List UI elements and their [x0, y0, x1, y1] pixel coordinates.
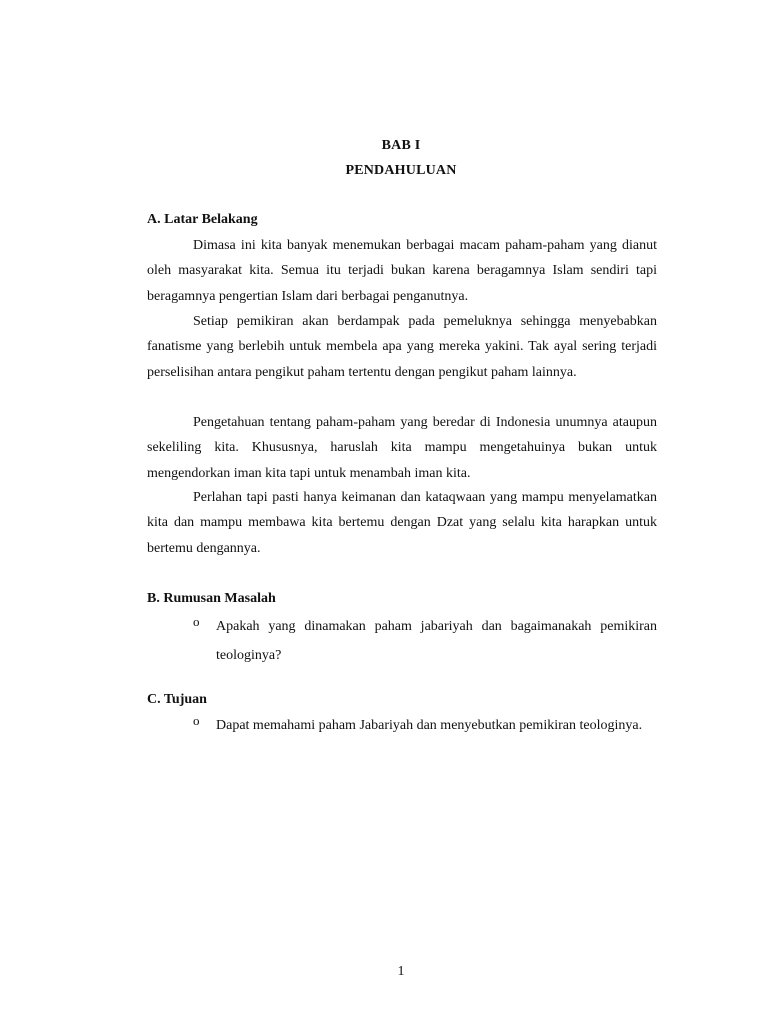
paragraph: Dimasa ini kita banyak menemukan berbagai macam paham-paham yang dianut oleh masyarakat kita. Semua itu terjadi bukan karena beragamnya Islam sendiri tapi beragamnya pengertian Islam dari berbagai penganutnya.: [147, 238, 657, 304]
list-item: [193, 612, 657, 670]
list-item: [193, 711, 657, 740]
section-heading-rumusan-masalah: B. Rumusan Masalah: [147, 591, 276, 606]
bullet-icon: o: [193, 713, 200, 728]
chapter-title: PENDAHULUAN: [345, 163, 457, 178]
list-item-text: Apakah yang dinamakan paham jabariyah dan bagaimanakah pemikiran teologinya?: [216, 619, 657, 663]
section-heading-tujuan: C. Tujuan: [147, 692, 207, 707]
paragraph: Perlahan tapi pasti hanya keimanan dan kataqwaan yang mampu menyelamatkan kita dan mampu membawa kita bertemu dengan Dzat yang selalu kita harapkan untuk bertemu dengannya.: [147, 490, 657, 556]
section-heading-latar-belakang: A. Latar Belakang: [147, 212, 258, 227]
paragraph: Pengetahuan tentang paham-paham yang beredar di Indonesia unumnya ataupun sekeliling kita. Khususnya, haruslah kita mampu mengetahuinya bukan untuk mengendorkan iman kita tapi untuk menambah iman kita.: [147, 415, 657, 481]
page-number: 1: [397, 964, 405, 979]
list-item-text: Dapat memahami paham Jabariyah dan menyebutkan pemikiran teologinya.: [216, 718, 643, 733]
bullet-icon: o: [193, 614, 200, 629]
paragraph: Setiap pemikiran akan berdampak pada pemeluknya sehingga menyebabkan fanatisme yang berlebih untuk membela apa yang mereka yakini. Tak ayal sering terjadi perselisihan antara pengikut paham tertentu dengan pengikut paham lainnya.: [147, 314, 657, 380]
chapter-number: BAB I: [381, 138, 421, 153]
